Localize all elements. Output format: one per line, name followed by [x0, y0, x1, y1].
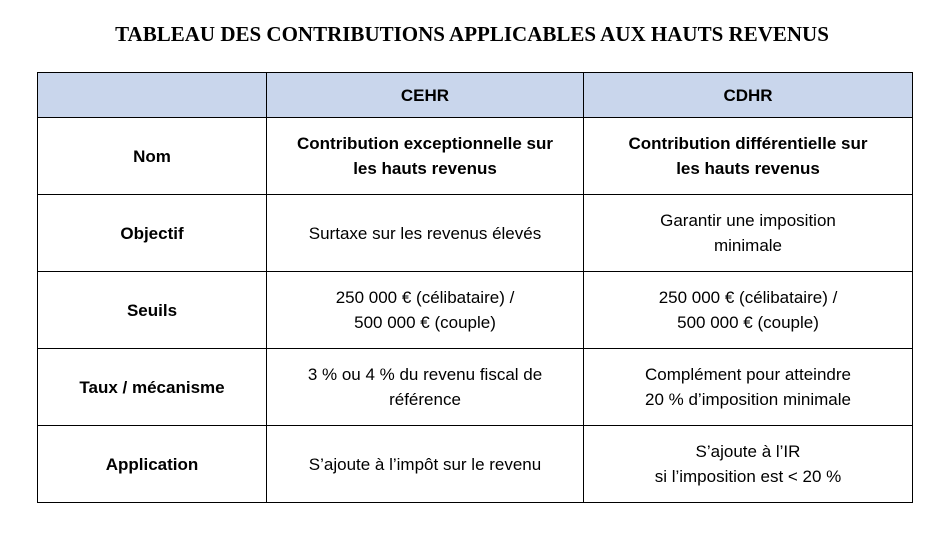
cell-line: 500 000 € (couple) — [677, 313, 819, 332]
row-label-application: Application — [38, 426, 267, 503]
table-row-application — [38, 426, 913, 503]
header-cdhr: CDHR — [584, 73, 913, 118]
cell-line: 3 % ou 4 % du revenu fiscal de — [307, 365, 543, 384]
cell-line: S’ajoute à l’impôt sur le revenu — [308, 454, 542, 474]
cell-line: Complément pour atteindre — [644, 365, 851, 384]
cell-line: référence — [389, 390, 461, 409]
table-row-seuils — [38, 272, 913, 349]
cell-line: les hauts revenus — [676, 159, 820, 178]
cell-application-cehr — [267, 426, 584, 503]
contributions-table — [37, 72, 913, 503]
cell-seuils-cehr — [267, 272, 584, 349]
cell-objectif-cdhr — [584, 195, 913, 272]
cell-line: S’ajoute à l’IR — [695, 442, 801, 461]
cell-line: si l’imposition est < 20 % — [654, 467, 842, 486]
cell-line: minimale — [713, 236, 783, 255]
cell-nom-cdhr — [584, 118, 913, 195]
table-row-objectif — [38, 195, 913, 272]
cell-line: 20 % d’imposition minimale — [645, 390, 851, 409]
cell-objectif-cehr — [267, 195, 584, 272]
row-label-seuils: Seuils — [38, 272, 267, 349]
row-label-taux: Taux / mécanisme — [38, 349, 267, 426]
page-title: TABLEAU DES CONTRIBUTIONS APPLICABLES AUX HAUTS REVENUS — [115, 22, 829, 46]
cell-line: 250 000 € (célibataire) / — [658, 288, 838, 307]
header-cehr: CEHR — [267, 73, 584, 118]
cell-line: Contribution différentielle sur — [628, 134, 868, 153]
cell-line: 250 000 € (célibataire) / — [335, 288, 515, 307]
header-empty-cell — [38, 73, 267, 118]
row-label-objectif: Objectif — [38, 195, 267, 272]
cell-taux-cehr — [267, 349, 584, 426]
cell-application-cdhr — [584, 426, 913, 503]
row-label-nom: Nom — [38, 118, 267, 195]
cell-line: Contribution exceptionnelle sur — [297, 134, 553, 153]
cell-seuils-cdhr — [584, 272, 913, 349]
cell-taux-cdhr — [584, 349, 913, 426]
cell-line: Surtaxe sur les revenus élevés — [308, 223, 542, 243]
cell-line: les hauts revenus — [353, 159, 497, 178]
table-row-taux — [38, 349, 913, 426]
table-header-row — [38, 73, 913, 118]
table-row-nom — [38, 118, 913, 195]
cell-line: Garantir une imposition — [660, 211, 836, 230]
cell-nom-cehr — [267, 118, 584, 195]
cell-line: 500 000 € (couple) — [354, 313, 496, 332]
